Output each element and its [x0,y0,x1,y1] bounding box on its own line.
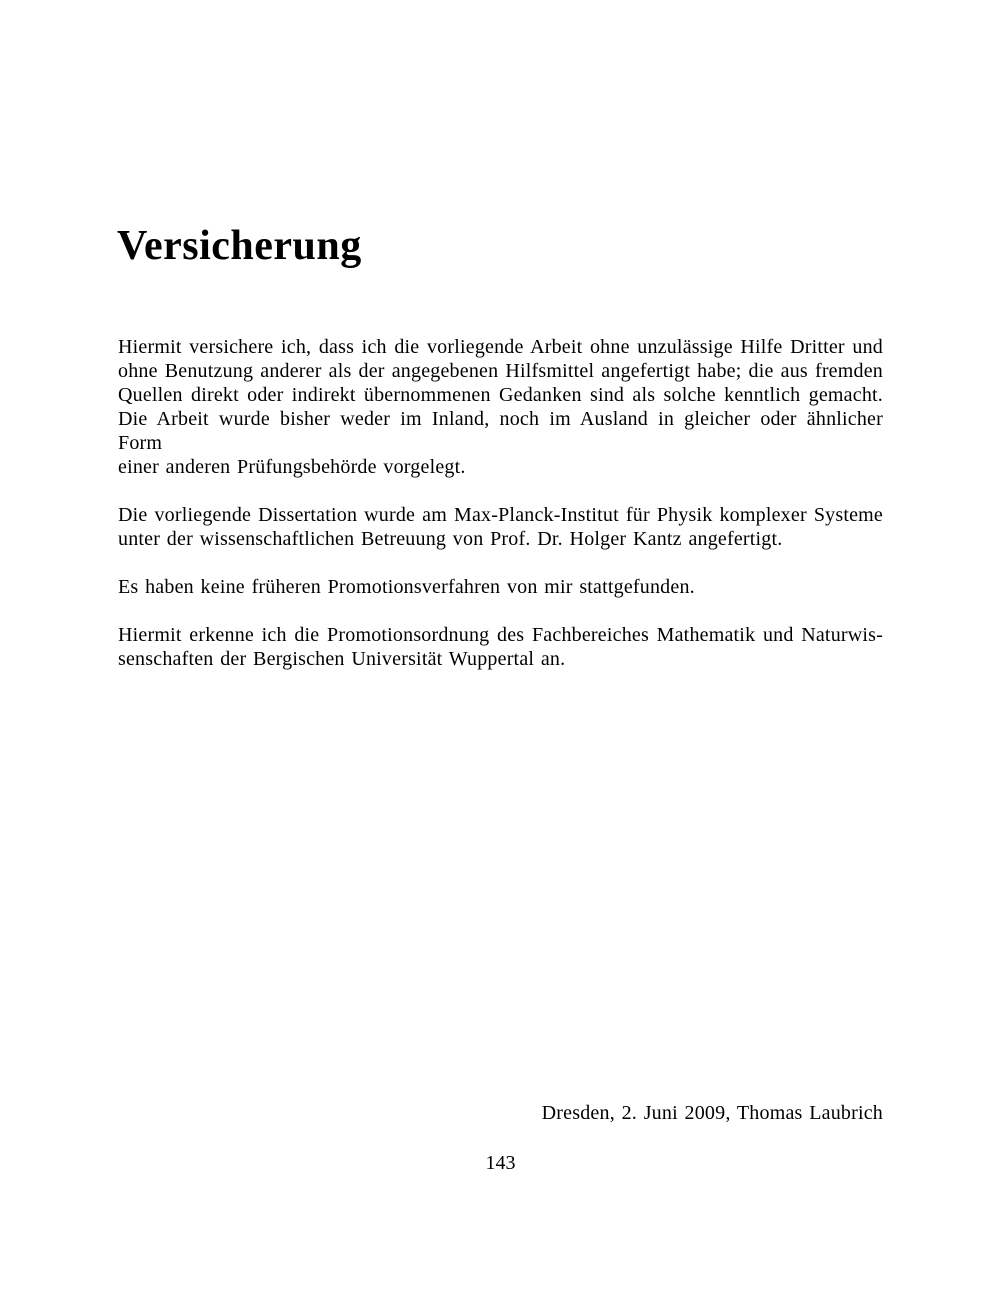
text-line: Die vorliegende Dissertation wurde am Max-Planck-Institut für Physik komplexer Systeme [118,504,883,526]
text-line: Die Arbeit wurde bisher weder im Inland, noch im Ausland in gleicher oder ähnlicher Form [118,408,883,454]
signature-line: Dresden, 2. Juni 2009, Thomas Laubrich [541,1102,883,1124]
paragraph [118,575,883,599]
text-line: senschaften der Bergischen Universität Wuppertal an. [118,648,566,670]
text-line: Quellen direkt oder indirekt übernommenen Gedanken sind als solche kenntlich gemacht. [118,384,883,406]
page-number: 143 [485,1152,516,1174]
text-line: Hiermit versichere ich, dass ich die vorliegende Arbeit ohne unzulässige Hilfe Dritter und [118,336,883,358]
text-line: Es haben keine früheren Promotionsverfahren von mir stattgefunden. [118,576,695,598]
body-paragraphs [118,335,883,695]
paragraph [118,335,883,479]
text-line: ohne Benutzung anderer als der angegebenen Hilfsmittel angefertigt habe; die aus fremden [118,360,883,382]
text-line: einer anderen Prüfungsbehörde vorgelegt. [118,456,466,478]
paragraph [118,623,883,671]
paragraph [118,503,883,551]
chapter-title: Versicherung [117,223,362,269]
text-line: Hiermit erkenne ich die Promotionsordnung des Fachbereiches Mathematik und Naturwis- [118,624,883,646]
text-line: unter der wissenschaftlichen Betreuung von Prof. Dr. Holger Kantz angefertigt. [118,528,783,550]
